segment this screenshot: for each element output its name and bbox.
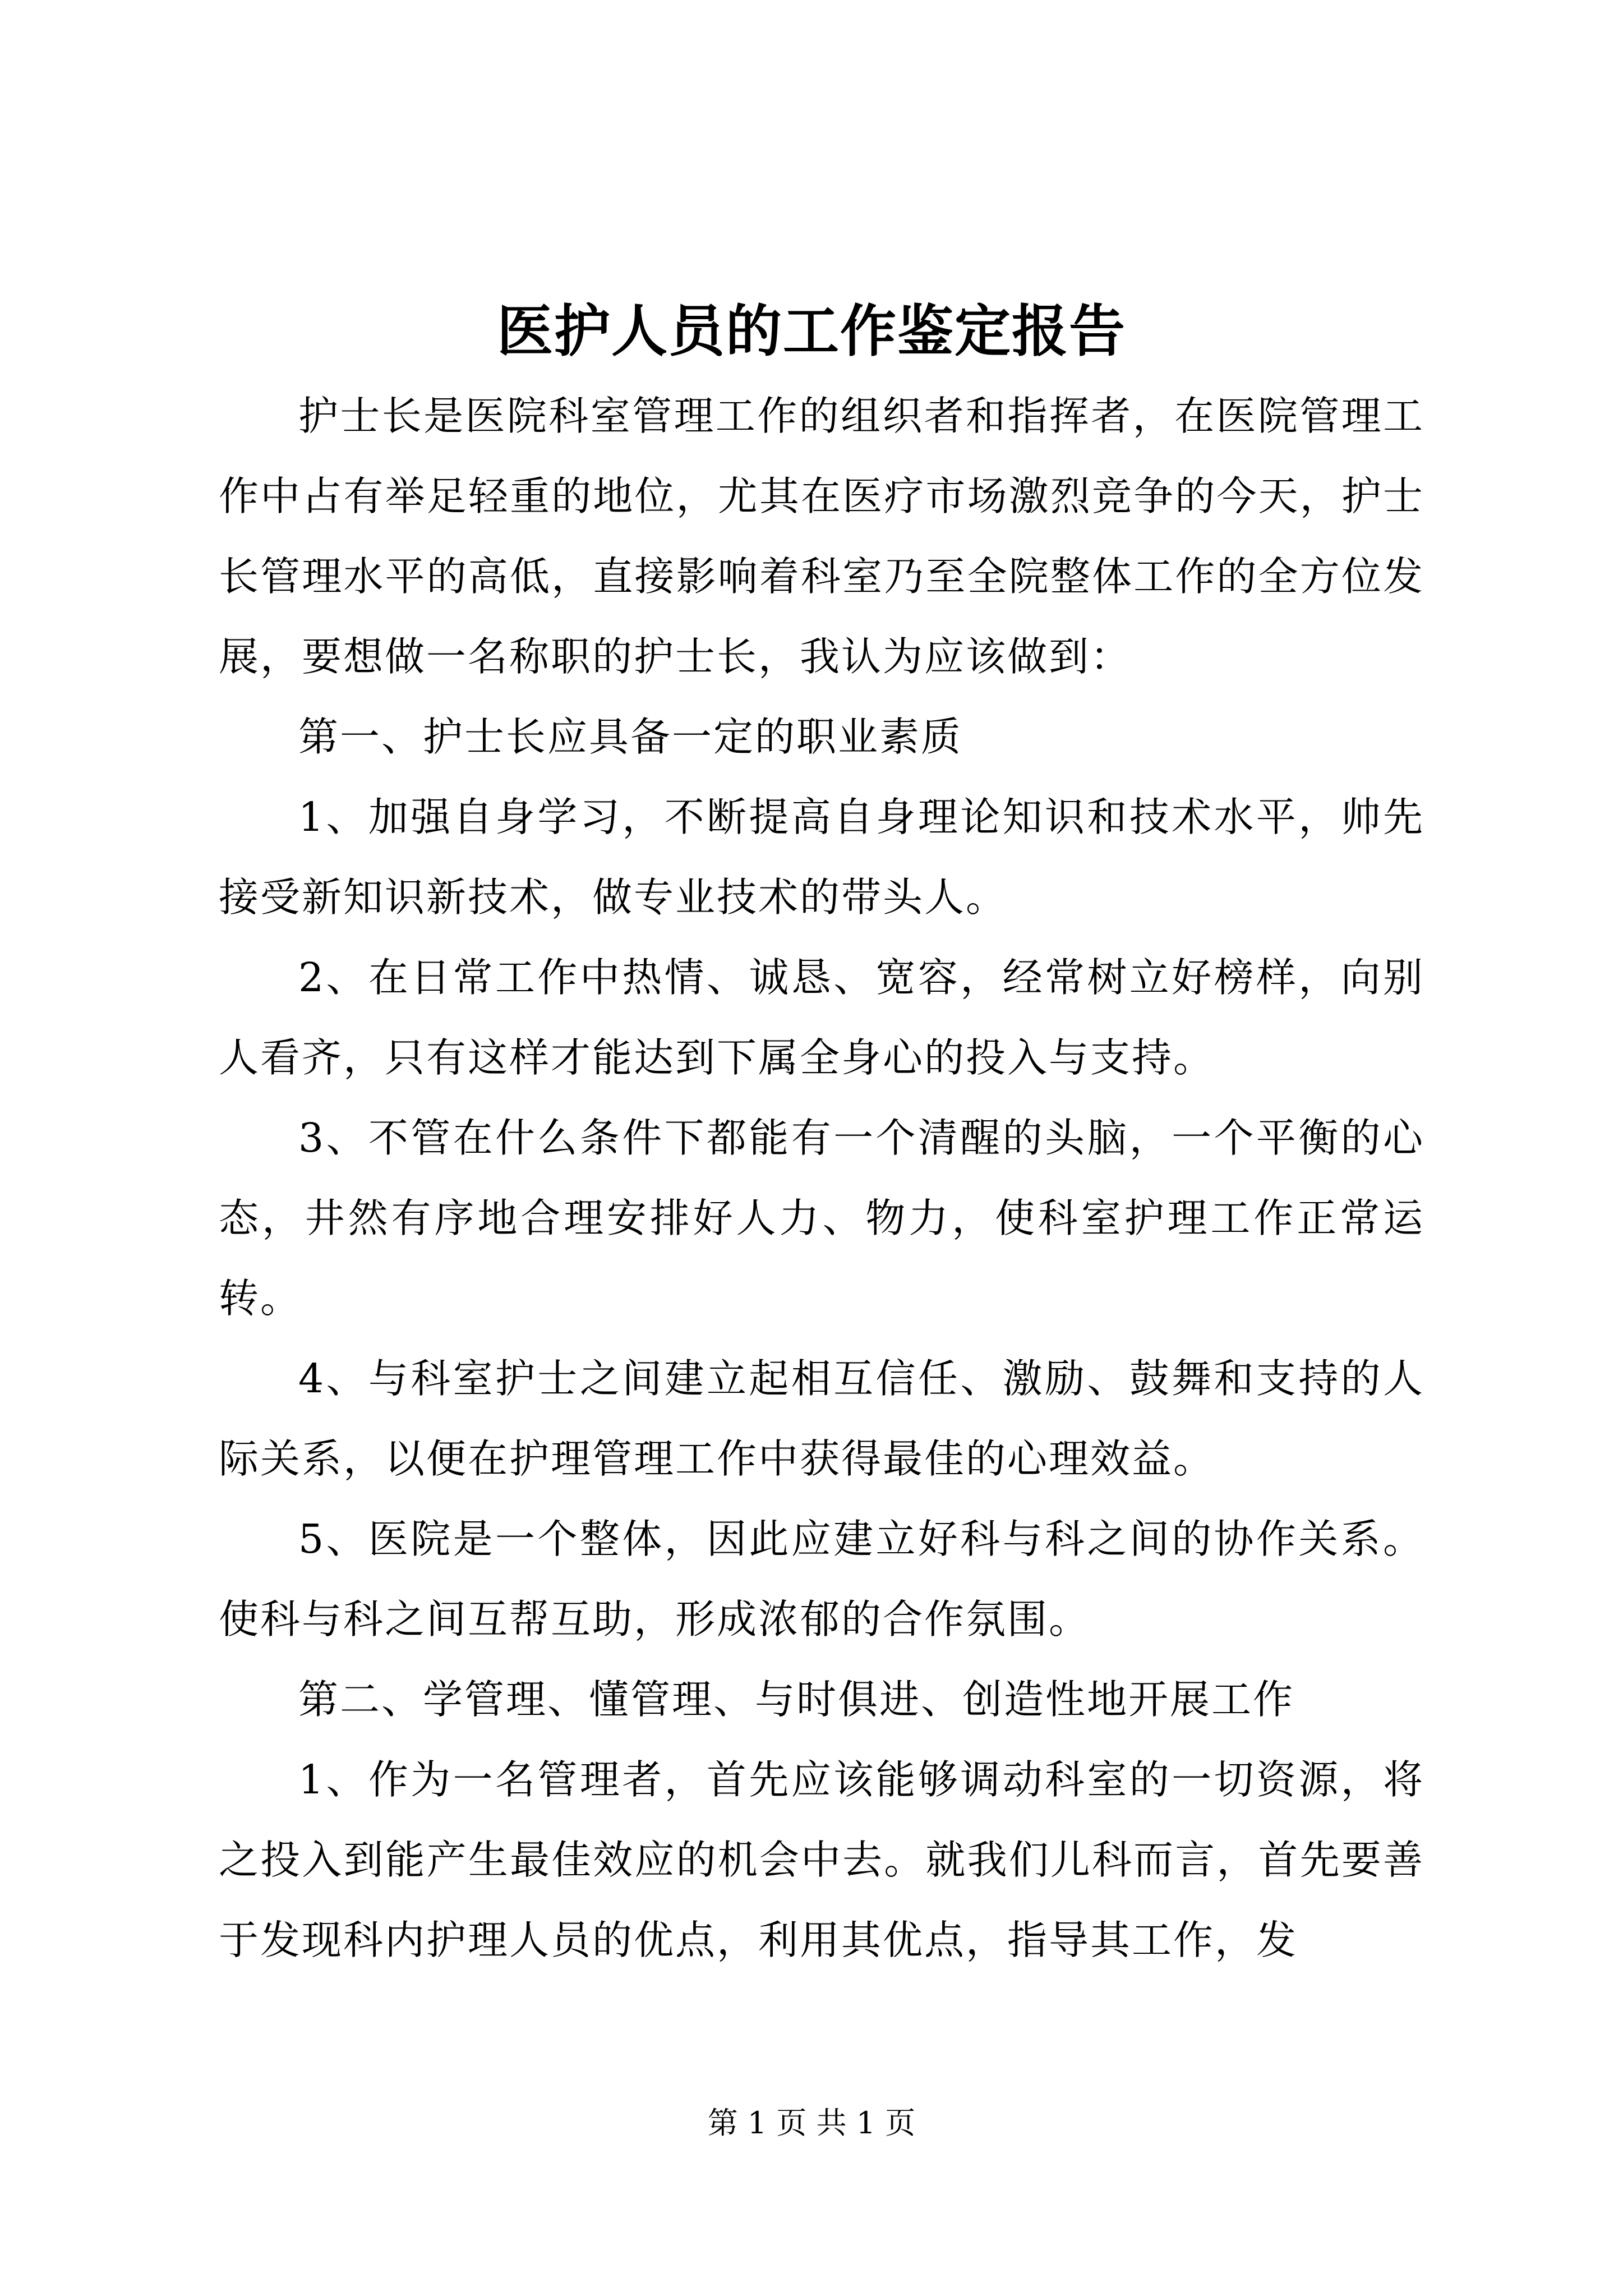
paragraph-item-1-5: 5、医院是一个整体，因此应建立好科与科之间的协作关系。使科与科之间互帮互助，形成浓郁的合作氛围。 [219,1516,1424,1642]
paragraph-intro: 护士长是医院科室管理工作的组织者和指挥者，在医院管理工作中占有举足轻重的地位，尤其在医疗市场激烈竞争的今天，护士长管理水平的高低，直接影响着科室乃至全院整体工作的全方位发展，要想做一名称职的护士长，我认为应该做到： [219,393,1424,680]
paragraph-item-2-1: 1、作为一名管理者，首先应该能够调动科室的一切资源，将之投入到能产生最佳效应的机会中去。就我们儿科而言，首先要善于发现科内护理人员的优点，利用其优点，指导其工作，发 [219,1756,1424,1963]
document-body [219,376,1424,1980]
page-footer: 第 1 页 共 1 页 [707,2105,916,2141]
paragraph-item-1-2: 2、在日常工作中热情、诚恳、宽容，经常树立好榜样，向别人看齐，只有这样才能达到下属全身心的投入与支持。 [219,954,1424,1081]
paragraph-item-1-1: 1、加强自身学习，不断提高自身理论知识和技术水平，帅先接受新知识新技术，做专业技术的带头人。 [219,794,1424,921]
paragraph-item-1-4: 4、与科室护士之间建立起相互信任、激励、鼓舞和支持的人际关系，以便在护理管理工作中获得最佳的心理效益。 [219,1355,1424,1482]
paragraph-heading-1: 第一、护士长应具备一定的职业素质 [298,714,963,760]
document-title: 医护人员的工作鉴定报告 [497,298,1126,364]
paragraph-item-1-3: 3、不管在什么条件下都能有一个清醒的头脑，一个平衡的心态，井然有序地合理安排好人力、物力，使科室护理工作正常运转。 [219,1115,1424,1322]
paragraph-heading-2: 第二、学管理、懂管理、与时俱进、创造性地开展工作 [298,1676,1295,1723]
